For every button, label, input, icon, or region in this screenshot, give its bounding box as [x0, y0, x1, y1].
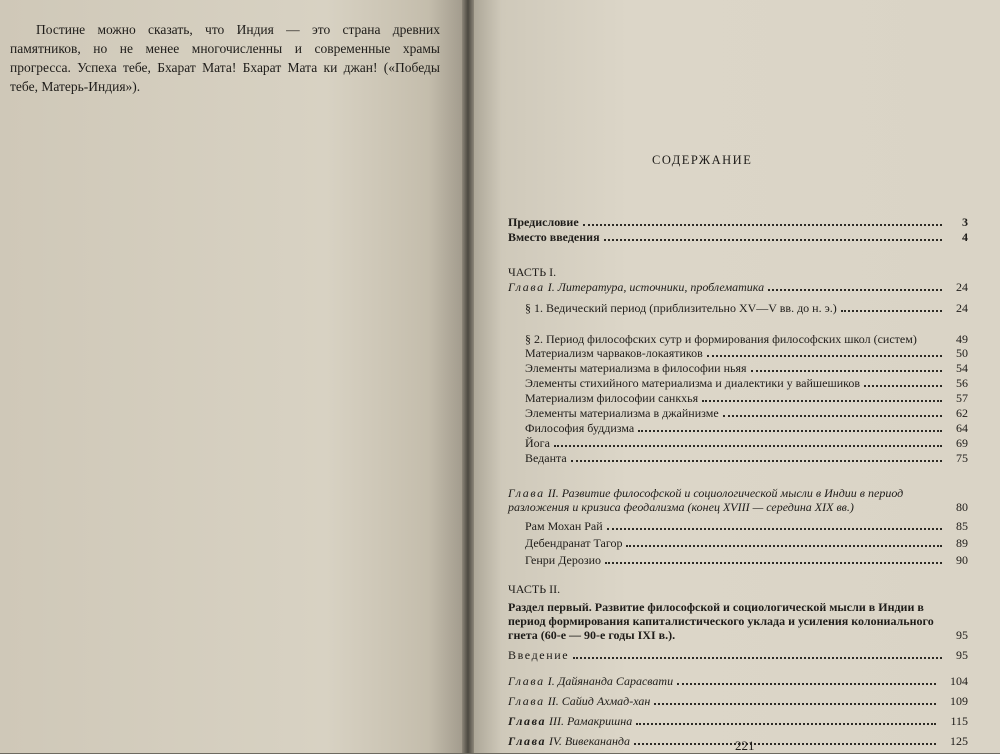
- toc-entry[interactable]: Глава II. Развитие философской и социологической мысли в Индии в период разложения и кризиса феодализма (конец XVIII — середина XIX вв.) 80: [508, 486, 968, 514]
- toc-entry[interactable]: Элементы материализма в философии ньяя 54: [525, 361, 968, 375]
- toc-entry[interactable]: Глава IV. Вивекананда 125: [508, 734, 968, 748]
- toc-entry[interactable]: Вместо введения 4: [508, 230, 968, 244]
- toc-title: СОДЕРЖАНИЕ: [652, 153, 753, 167]
- toc-entry[interactable]: Веданта 75: [525, 451, 968, 465]
- part-heading: ЧАСТЬ I.: [508, 265, 557, 279]
- toc-entry[interactable]: Материализм философии санкхья 57: [525, 391, 968, 405]
- toc-entry[interactable]: Философия буддизма 64: [525, 421, 968, 435]
- page-number: 221: [735, 738, 755, 753]
- closing-paragraph: [10, 20, 440, 96]
- left-page: [0, 0, 466, 753]
- toc-entry[interactable]: Генри Дерозио 90: [525, 553, 968, 567]
- toc-entry[interactable]: Глава II. Сайид Ахмад-хан 109: [508, 694, 968, 708]
- toc-entry[interactable]: Элементы материализма в джайнизме 62: [525, 406, 968, 420]
- toc-entry[interactable]: Предисловие 3: [508, 215, 968, 229]
- toc-entry[interactable]: Глава I. Литература, источники, проблематика 24: [508, 280, 968, 294]
- toc-entry[interactable]: Глава III. Рамакришна 115: [508, 714, 968, 728]
- book-gutter: [462, 0, 474, 753]
- toc-entry[interactable]: § 2. Период философских сутр и формирования философских школ (систем) 49: [525, 332, 968, 346]
- closing-paragraph-text: Постине можно сказать, что Индия — это страна древних памятников, но не менее многочисленны и современные храмы прогресса. Успеха тебе, Бхарат Мата! Бхарат Мата ки джан! («Победы тебе, Матерь-Индия»).: [10, 22, 440, 94]
- toc-entry[interactable]: Дебендранат Тагор 89: [525, 536, 968, 550]
- table-of-contents: [508, 215, 968, 749]
- toc-entry[interactable]: Введение 95: [508, 648, 968, 662]
- toc-entry[interactable]: § 1. Ведический период (приблизительно XV—V вв. до н. э.) 24: [525, 301, 968, 315]
- toc-entry[interactable]: Элементы стихийного материализма и диалектики у вайшешиков 56: [525, 376, 968, 390]
- toc-entry[interactable]: Материализм чарваков-локаятиков 50: [525, 346, 968, 360]
- toc-entry[interactable]: Глава I. Дайянанда Сарасвати 104: [508, 674, 968, 688]
- toc-entry[interactable]: Рам Мохан Рай 85: [525, 519, 968, 533]
- toc-entry[interactable]: Йога 69: [525, 436, 968, 450]
- toc-entry[interactable]: Раздел первый. Развитие философской и социологической мысли в Индии в период формирования капиталистического уклада и усиления колониального гнета (60-е — 90-е годы IXI в.). 95: [508, 600, 968, 642]
- part-heading: ЧАСТЬ II.: [508, 582, 561, 596]
